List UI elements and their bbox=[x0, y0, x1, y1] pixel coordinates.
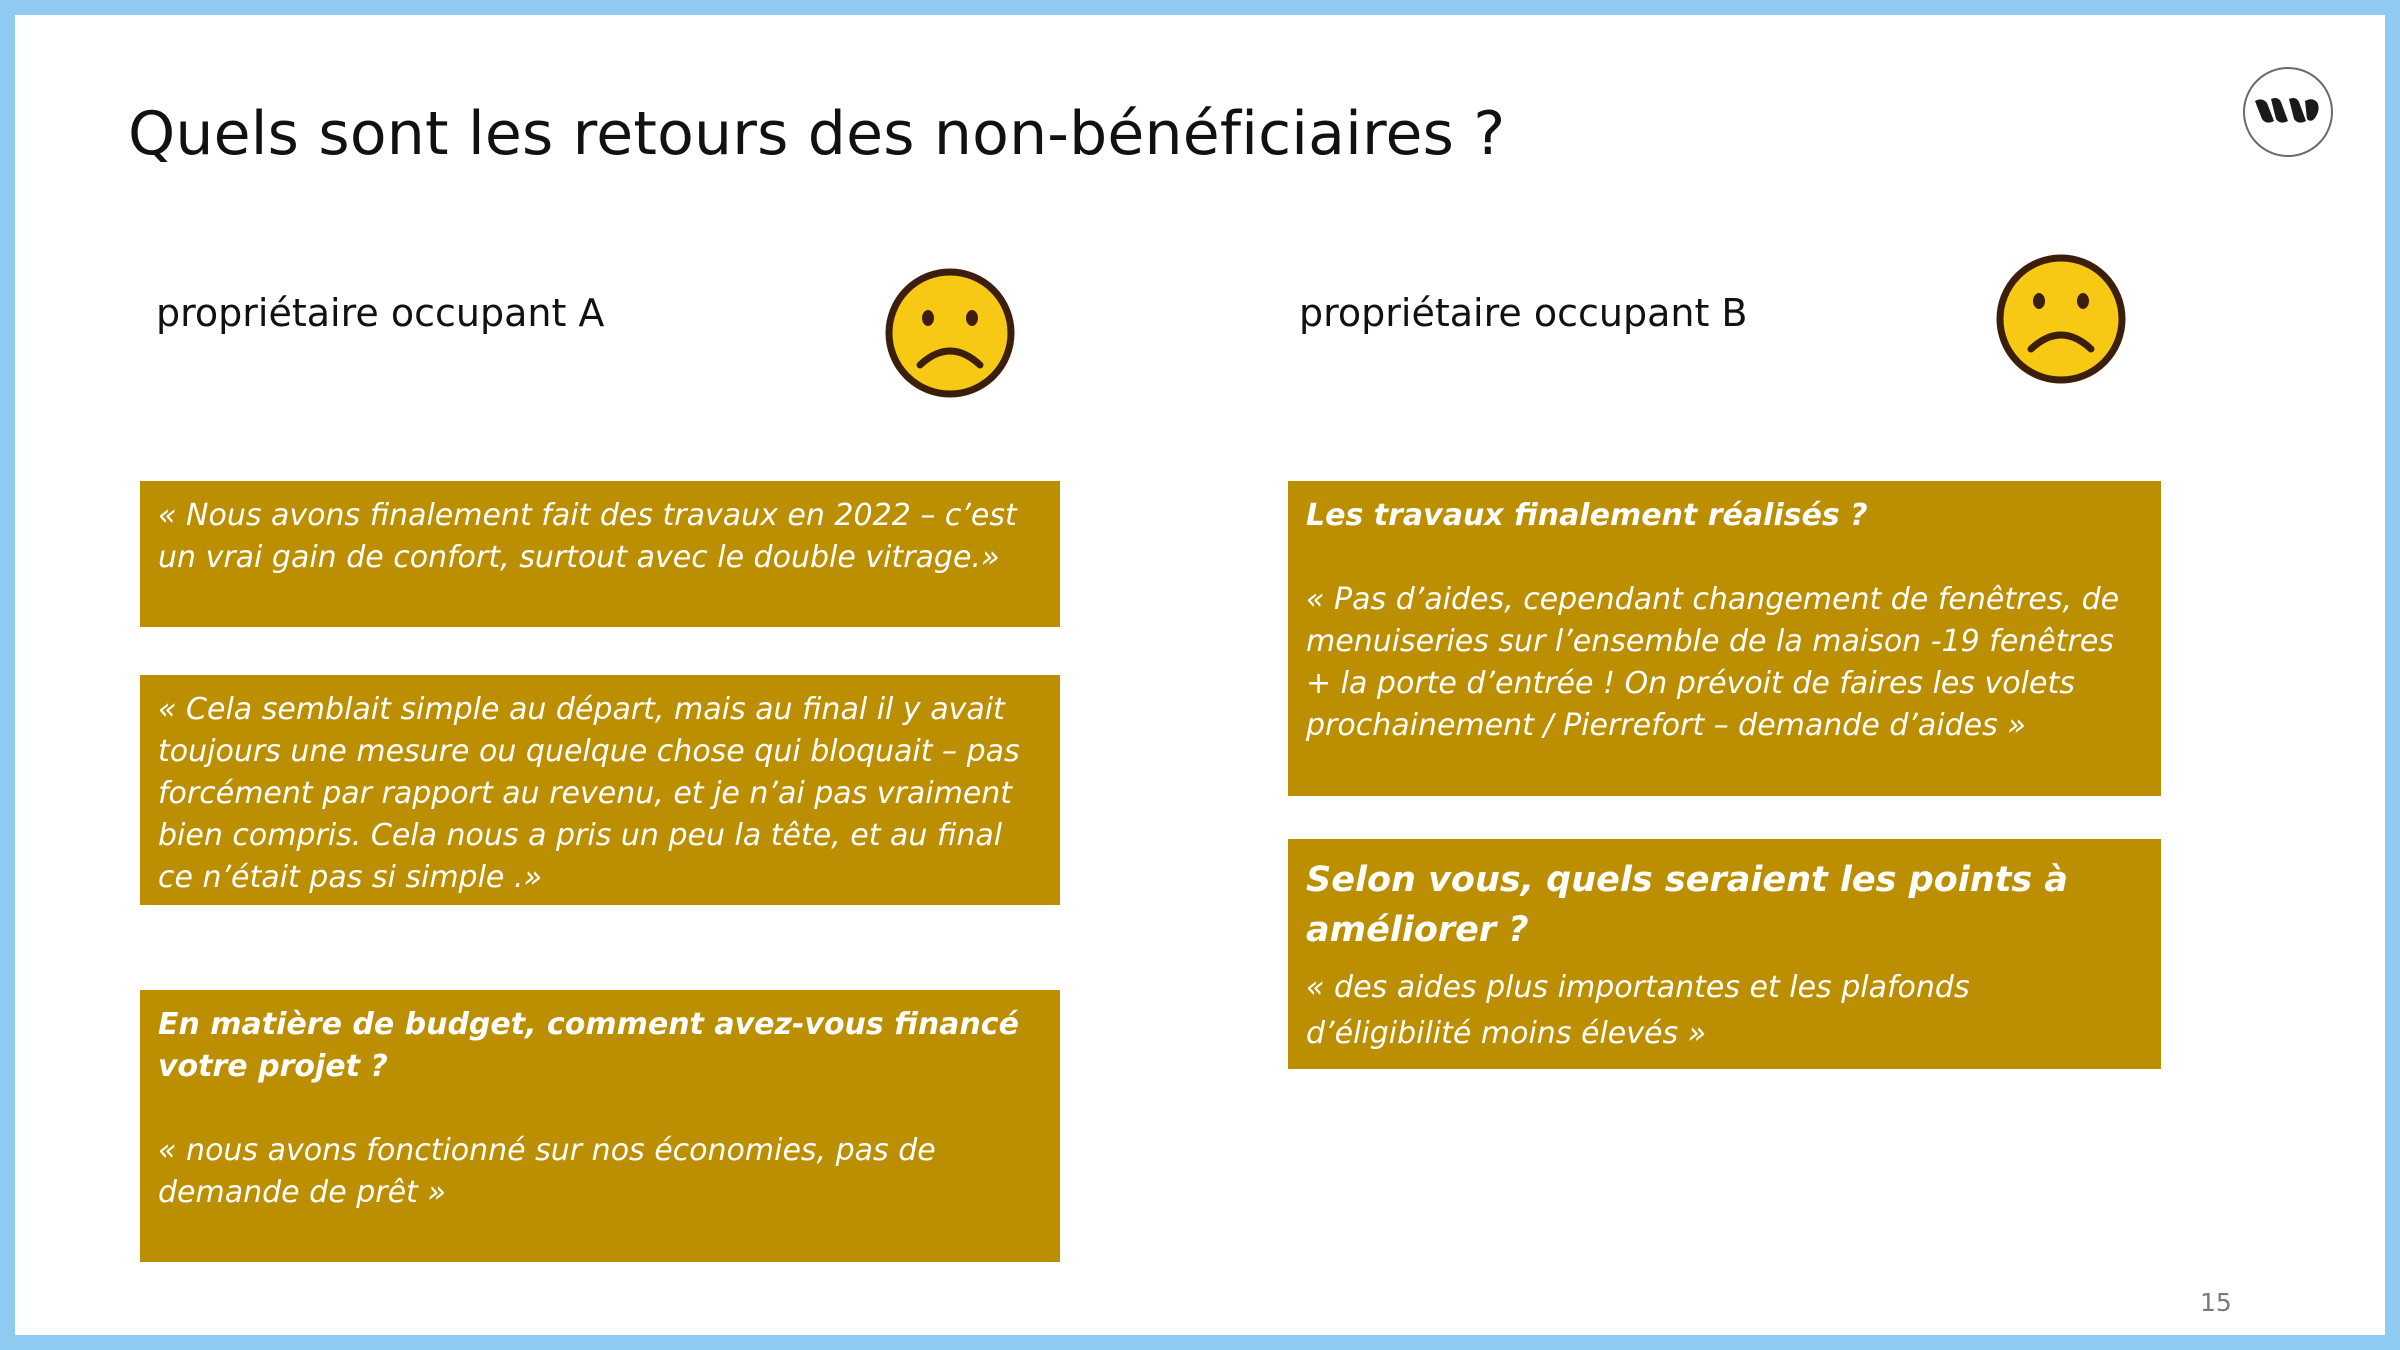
persona-b-label: propriétaire occupant B bbox=[1299, 291, 1748, 335]
answer-text: « des aides plus importantes et les plafonds d’éligibilité moins élevés » bbox=[1306, 970, 1970, 1051]
quote-card-b1 bbox=[1288, 481, 2161, 796]
sad-face-icon bbox=[880, 263, 1020, 403]
quote-card-a3 bbox=[140, 990, 1060, 1262]
brand-logo-graphic bbox=[2245, 69, 2331, 155]
slide-title: Quels sont les retours des non-bénéficiaires ? bbox=[128, 99, 1506, 169]
brand-logo-icon bbox=[2243, 67, 2333, 157]
quote-text: « Nous avons finalement fait des travaux en 2022 – c’est un vrai gain de confort, surtout avec le double vitrage.» bbox=[158, 498, 1017, 575]
persona-a-label: propriétaire occupant A bbox=[156, 291, 605, 335]
quote-card-a2 bbox=[140, 675, 1060, 905]
question-text: Les travaux finalement réalisés ? bbox=[1306, 498, 1868, 533]
question-text: En matière de budget, comment avez-vous financé votre projet ? bbox=[158, 1007, 1019, 1084]
sad-face-icon bbox=[1991, 249, 2131, 389]
answer-text: « Pas d’aides, cependant changement de fenêtres, de menuiseries sur l’ensemble de la maison -19 fenêtres + la porte d’entrée ! On prévoit de faires les volets prochainement / Pierrefort – demande d’aides » bbox=[1306, 582, 2120, 743]
answer-text: « nous avons fonctionné sur nos économies, pas de demande de prêt » bbox=[158, 1133, 936, 1210]
question-text: Selon vous, quels seraient les points à améliorer ? bbox=[1306, 860, 2069, 950]
quote-card-b2 bbox=[1288, 839, 2161, 1069]
quote-text: « Cela semblait simple au départ, mais au final il y avait toujours une mesure ou quelque chose qui bloquait – pas forcément par rapport au revenu, et je n’ai pas vraiment bien compris. Cela nous a pris un peu la tête, et au final ce n’était pas si simple .» bbox=[158, 692, 1020, 895]
page-number: 15 bbox=[2200, 1288, 2232, 1317]
quote-card-a1 bbox=[140, 481, 1060, 627]
